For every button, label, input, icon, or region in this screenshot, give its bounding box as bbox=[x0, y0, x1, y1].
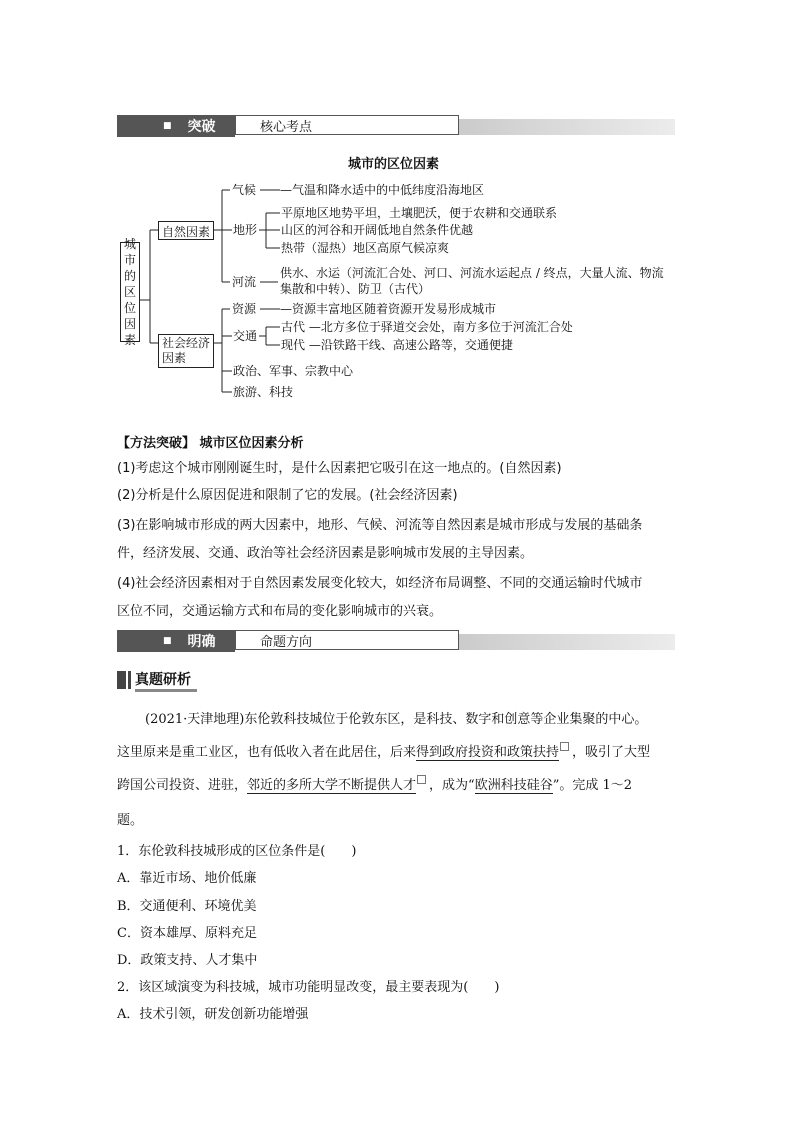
square-icon: ■ bbox=[163, 636, 172, 646]
passage-text: ，成为“ bbox=[429, 778, 475, 793]
heading-bar-icon bbox=[117, 671, 126, 689]
river-label: 河流 bbox=[232, 275, 257, 289]
heading-bar-icon bbox=[128, 671, 131, 689]
method-line: 件，经济发展、交通、政治等社会经济因素是影响城市发展的主导因素。 bbox=[117, 546, 534, 561]
passage-line: (2021·天津地理)东伦敦科技城位于伦敦东区，是科技、数字和创意等企业集聚的中心。 bbox=[145, 712, 648, 727]
option-line: A．靠近市场、地价低廉 bbox=[117, 871, 257, 886]
method-line: (1)考虑这个城市刚刚诞生时，是什么因素把它吸引在这一地点的。(自然因素) bbox=[117, 461, 562, 476]
river-desc-line1: 供水、水运（河流汇合处、河口、河流水运起点 / 终点，大量人流、物流 bbox=[280, 266, 664, 280]
natural-factors-box: 自然因素 bbox=[158, 221, 214, 240]
resource-label: 资源 bbox=[232, 302, 257, 316]
option-line: B．交通便利、环境优美 bbox=[117, 899, 257, 914]
question-line: 2．该区域演变为科技城，城市功能明显改变，最主要表现为( ) bbox=[117, 980, 500, 995]
underlined-text: 欧洲科技硅谷 bbox=[474, 778, 553, 793]
climate-desc: —气温和降水适中的中低纬度沿海地区 bbox=[280, 183, 485, 197]
terrain-item: 山区的河谷和开阔低地自然条件优越 bbox=[281, 223, 474, 237]
research-heading-label: 真题研析 bbox=[135, 669, 197, 692]
resource-desc: —资源丰富地区随着资源开发易形成城市 bbox=[280, 302, 497, 316]
traffic-label: 交通 bbox=[233, 329, 258, 343]
method-line: (2)分析是什么原因促进和限制了它的发展。(社会经济因素) bbox=[117, 488, 458, 503]
root-char: 城 bbox=[123, 237, 136, 251]
banner-dark-tab bbox=[117, 630, 235, 652]
root-char: 市 bbox=[123, 253, 136, 267]
tourism-label: 旅游、科技 bbox=[233, 385, 294, 399]
politics-label: 政治、军事、宗教中心 bbox=[233, 364, 354, 378]
square-icon: ■ bbox=[163, 121, 172, 131]
passage-text: 跨国公司投资、进驻， bbox=[117, 778, 248, 793]
river-desc-line2: 集散和中转）、防卫（古代） bbox=[280, 282, 431, 296]
social-factors-line2: 因素 bbox=[162, 351, 187, 365]
root-char: 区 bbox=[123, 285, 136, 299]
traffic-item: 现代 —沿铁路干线、高速公路等，交通便捷 bbox=[281, 338, 513, 352]
root-char: 因 bbox=[123, 317, 136, 331]
section-banner-direction bbox=[117, 630, 675, 654]
option-line: C．资本雄厚、原料充足 bbox=[117, 926, 257, 941]
mindmap-title: 城市的区位因素 bbox=[348, 157, 440, 172]
passage-text: ，吸引了大型 bbox=[572, 745, 651, 760]
option-line: A．技术引领，研发创新功能增强 bbox=[117, 1007, 309, 1022]
terrain-item: 平原地区地势平坦，土壤肥沃，便于农耕和交通联系 bbox=[281, 206, 558, 220]
terrain-item: 热带（湿热）地区高原气候凉爽 bbox=[281, 241, 450, 255]
passage-line bbox=[117, 741, 650, 760]
method-line: 区位不同，交通运输方式和布局的变化影响城市的兴衰。 bbox=[117, 604, 443, 619]
social-factors-line1: 社会经济 bbox=[162, 336, 211, 350]
research-heading bbox=[117, 670, 197, 690]
passage-text: 这里原来是重工业区，也有低收入者在此居住，后来 bbox=[117, 745, 417, 760]
underlined-text: 邻近的多所大学不断提供人才 bbox=[247, 778, 417, 793]
passage-text: ”。完成 1～2 bbox=[552, 778, 633, 793]
method-line: (4)社会经济因素相对于自然因素发展变化较大，如经济布局调整、不同的交通运输时代城市 bbox=[117, 576, 643, 591]
method-line: (3)在影响城市形成的两大因素中，地形、气候、河流等自然因素是城市形成与发展的基础条 bbox=[117, 518, 643, 533]
root-char: 素 bbox=[123, 333, 136, 347]
question-line: 1．东伦敦科技城形成的区位条件是( ) bbox=[117, 844, 357, 859]
banner-right-label: 命题方向 bbox=[235, 630, 459, 650]
mindmap-root-box bbox=[120, 237, 140, 347]
annotation-mark-icon bbox=[417, 775, 426, 784]
traffic-item: 古代 —北方多位于驿道交会处，南方多位于河流汇合处 bbox=[281, 320, 573, 334]
terrain-label: 地形 bbox=[233, 223, 258, 237]
root-char: 的 bbox=[123, 269, 136, 283]
option-line: D．政策支持、人才集中 bbox=[117, 953, 258, 968]
method-heading: 【方法突破】 城市区位因素分析 bbox=[117, 436, 304, 451]
banner-left-label: 明确 bbox=[187, 634, 216, 650]
social-factors-box bbox=[158, 334, 214, 368]
banner-right-label: 核心考点 bbox=[235, 115, 459, 135]
climate-label: 气候 bbox=[232, 183, 257, 197]
root-char: 位 bbox=[123, 301, 136, 315]
underlined-text: 得到政府投资和政策扶持 bbox=[416, 745, 560, 760]
annotation-mark-icon bbox=[560, 742, 569, 751]
passage-line: 题。 bbox=[117, 813, 144, 828]
banner-left-label: 突破 bbox=[187, 119, 216, 135]
passage-line bbox=[117, 774, 632, 793]
